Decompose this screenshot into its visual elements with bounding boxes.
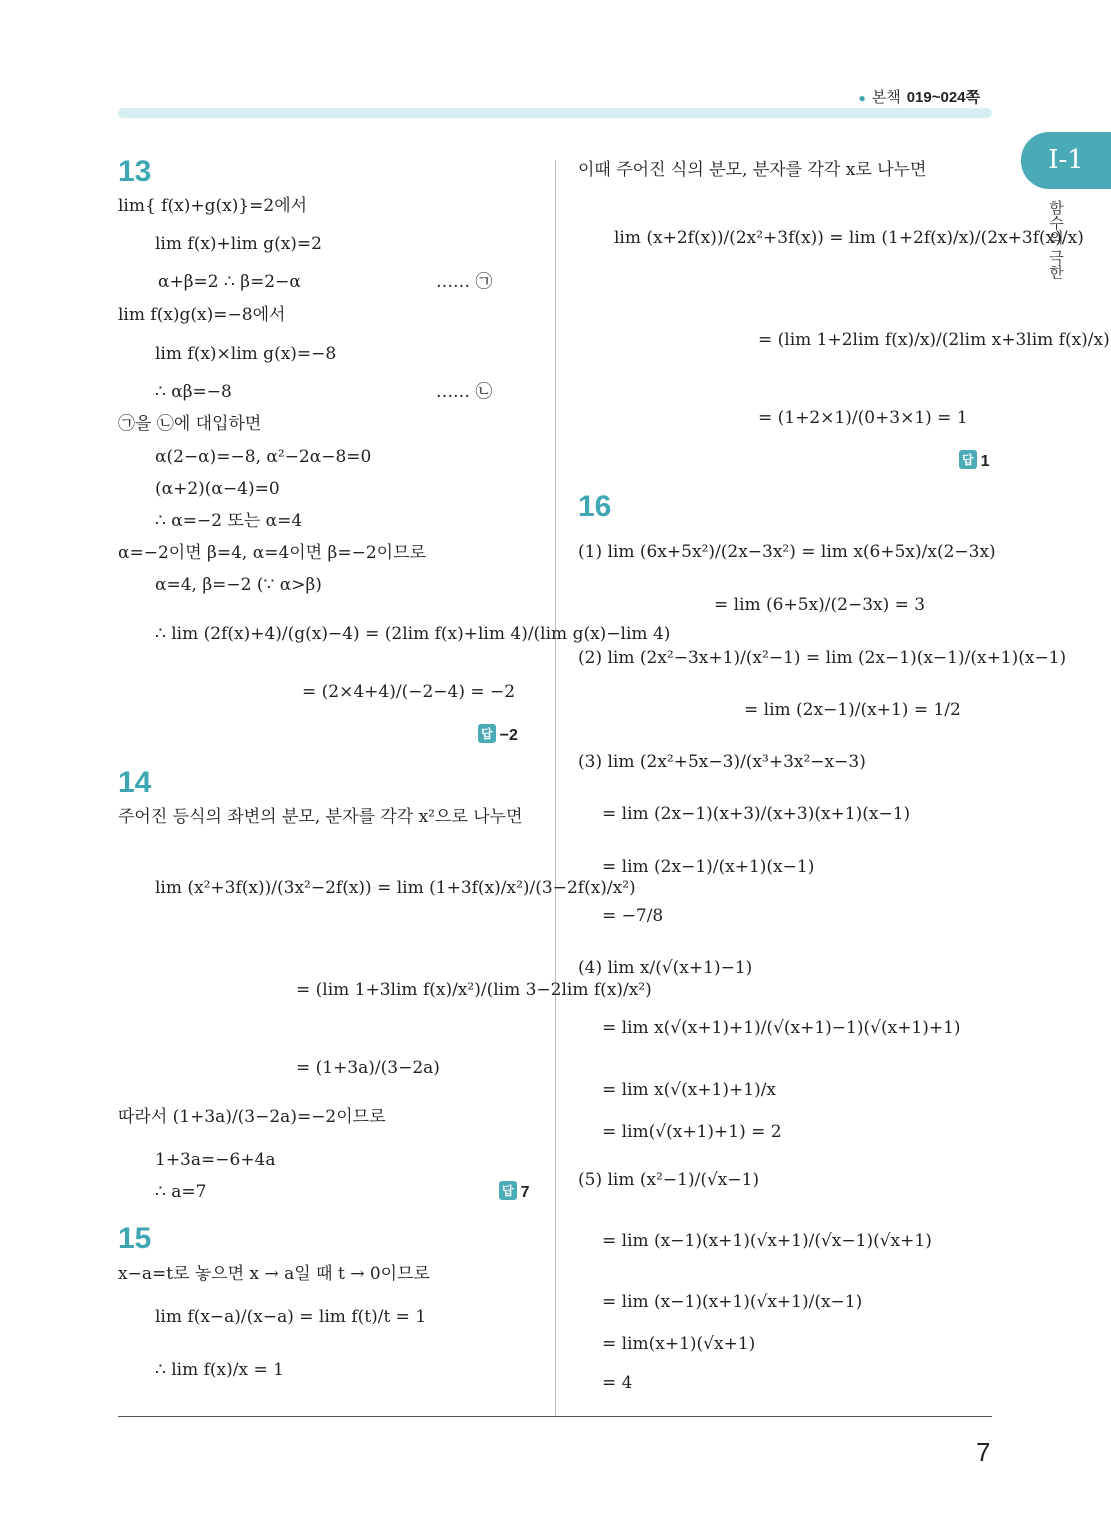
- p14-line: ∴ a=7: [155, 1182, 207, 1202]
- p13-line: ㉠을 ㉡에 대입하면: [118, 414, 262, 434]
- p13-line: (α+2)(α−4)=0: [155, 479, 280, 499]
- p14-line: 따라서 (1+3a)/(3−2a)=−2이므로: [118, 1107, 386, 1127]
- p16-line: = lim x(√(x+1)+1)/(√(x+1)−1)(√(x+1)+1): [602, 1018, 961, 1038]
- p16-line: = lim (2x−1)/(x+1) = 1/2: [744, 700, 961, 720]
- p15-line: 이때 주어진 식의 분모, 분자를 각각 x로 나누면: [578, 160, 927, 180]
- p13-line: lim f(x)+lim g(x)=2: [155, 234, 322, 254]
- column-divider: [555, 160, 556, 1416]
- p13-answer-value: −2: [499, 727, 518, 744]
- answer-badge: 답: [499, 1181, 517, 1200]
- header-label: 본책: [871, 89, 901, 106]
- chapter-tab: [1021, 132, 1111, 189]
- p15-answer: [959, 450, 990, 471]
- p13-line: α(2−α)=−8, α²−2α−8=0: [155, 447, 372, 467]
- p13-line: ∴ lim (2f(x)+4)/(g(x)−4) = (2lim f(x)+lim 4)/(lim g(x)−lim 4): [155, 624, 671, 644]
- header-bar: [118, 108, 992, 118]
- p15-line: lim f(x−a)/(x−a) = lim f(t)/t = 1: [155, 1307, 427, 1327]
- p14-line: = (1+3a)/(3−2a): [296, 1058, 440, 1078]
- p13-line: lim f(x)×lim g(x)=−8: [155, 344, 337, 364]
- p15-line: = (1+2×1)/(0+3×1) = 1: [758, 408, 968, 428]
- p15-line: lim (x+2f(x))/(2x²+3f(x)) = lim (1+2f(x)/x)/(2x+3f(x)/x): [614, 228, 1084, 248]
- chapter-roman: Ⅰ-1: [1048, 145, 1084, 175]
- p13-answer: [478, 724, 518, 745]
- p15-line: ∴ lim f(x)/x = 1: [155, 1360, 284, 1380]
- problem-16-number: 16: [578, 490, 612, 523]
- p13-line: ∴ αβ=−8: [155, 382, 232, 402]
- p16-line: (3) lim (2x²+5x−3)/(x³+3x²−x−3): [578, 752, 866, 772]
- p16-line: = lim (2x−1)(x+3)/(x+3)(x+1)(x−1): [602, 804, 911, 824]
- p16-line: = lim(x+1)(√x+1): [602, 1334, 756, 1354]
- p16-line: = lim (x−1)(x+1)(√x+1)/(√x−1)(√x+1): [602, 1231, 932, 1251]
- p16-line: (1) lim (6x+5x²)/(2x−3x²) = lim x(6+5x)/x(2−3x): [578, 542, 996, 562]
- p16-line: = −7/8: [602, 906, 664, 926]
- answer-badge: 답: [478, 724, 496, 743]
- p13-line: α+β=2 ∴ β=2−α: [158, 272, 301, 292]
- p13-line: lim{ f(x)+g(x)}=2에서: [118, 196, 308, 216]
- p14-line: 주어진 등식의 좌변의 분모, 분자를 각각 x²으로 나누면: [118, 807, 523, 827]
- p13-line: α=4, β=−2 (∵ α>β): [155, 575, 322, 595]
- problem-14-number: 14: [118, 766, 152, 799]
- problem-15-number: 15: [118, 1222, 152, 1255]
- p16-line: (4) lim x/(√(x+1)−1): [578, 958, 753, 978]
- p15-answer-value: 1: [980, 453, 990, 470]
- p13-line: = (2×4+4)/(−2−4) = −2: [302, 682, 516, 702]
- bullet-dot-icon: ●: [858, 91, 866, 105]
- p14-answer-value: 7: [520, 1184, 530, 1201]
- p13-line: ∴ α=−2 또는 α=4: [155, 511, 303, 531]
- p13-line: α=−2이면 β=4, α=4이면 β=−2이므로: [118, 543, 426, 563]
- p13-line: …… ㉠: [436, 272, 493, 292]
- footer-line: [118, 1416, 992, 1417]
- p14-line: lim (x²+3f(x))/(3x²−2f(x)) = lim (1+3f(x)/x²)/(3−2f(x)/x²): [155, 878, 636, 898]
- p16-line: = lim x(√(x+1)+1)/x: [602, 1080, 777, 1100]
- p16-line: (5) lim (x²−1)/(√x−1): [578, 1170, 760, 1190]
- p15-line: x−a=t로 놓으면 x → a일 때 t → 0이므로: [118, 1264, 430, 1284]
- chapter-title: 함수의 극한: [1047, 200, 1064, 280]
- p14-line: = (lim 1+3lim f(x)/x²)/(lim 3−2lim f(x)/x²): [296, 980, 652, 1000]
- p16-line: = lim (6+5x)/(2−3x) = 3: [714, 595, 926, 615]
- p15-line: = (lim 1+2lim f(x)/x)/(2lim x+3lim f(x)/x): [758, 330, 1110, 350]
- header-pages: 019~024쪽: [906, 89, 980, 106]
- answer-badge: 답: [959, 450, 977, 469]
- p16-line: = lim (2x−1)/(x+1)(x−1): [602, 857, 815, 877]
- problem-13-number: 13: [118, 155, 152, 188]
- p16-line: = lim(√(x+1)+1) = 2: [602, 1122, 782, 1142]
- p16-line: = 4: [602, 1373, 633, 1393]
- p13-line: lim f(x)g(x)=−8에서: [118, 305, 286, 325]
- p16-line: (2) lim (2x²−3x+1)/(x²−1) = lim (2x−1)(x−1)/(x+1)(x−1): [578, 648, 1067, 668]
- page-number: 7: [976, 1437, 991, 1467]
- p16-line: = lim (x−1)(x+1)(√x+1)/(x−1): [602, 1292, 863, 1312]
- page-header: [858, 86, 980, 107]
- p14-line: 1+3a=−6+4a: [155, 1150, 276, 1170]
- p13-line: …… ㉡: [436, 382, 493, 402]
- p14-answer: [499, 1181, 530, 1202]
